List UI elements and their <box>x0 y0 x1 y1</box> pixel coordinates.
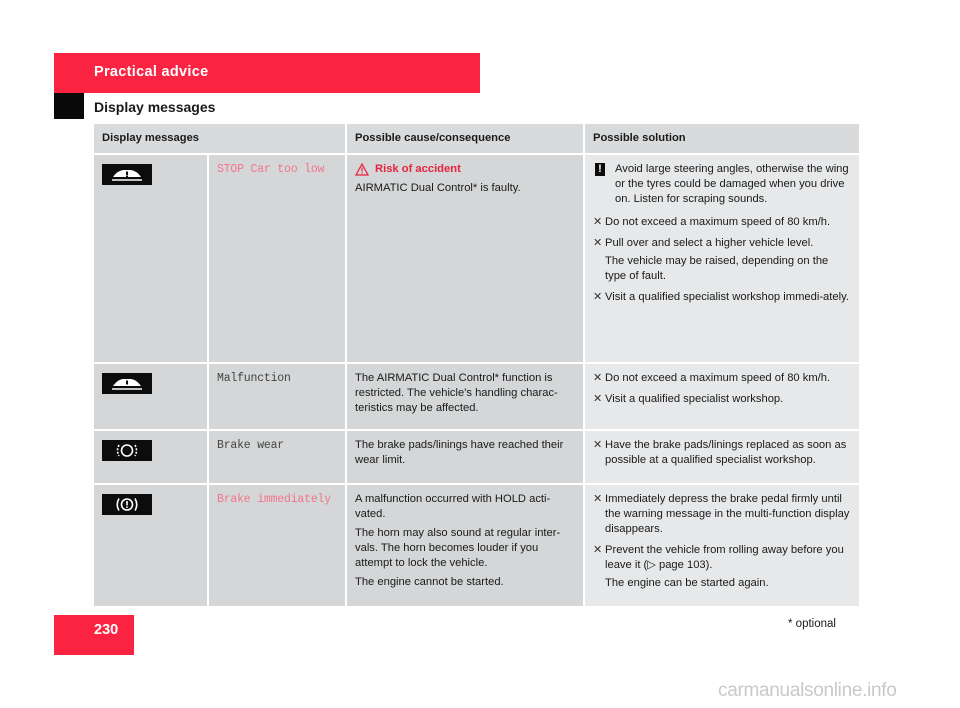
arrow-icon: ✕ <box>593 439 603 451</box>
table-row <box>94 363 859 430</box>
cause-text: AIRMATIC Dual Control* is faulty. <box>355 182 521 194</box>
page-number: 230 <box>94 622 119 638</box>
cause-text: The brake pads/linings have reached their wear limit. <box>355 439 564 466</box>
solution-cell <box>584 430 859 484</box>
warning-triangle-icon <box>355 163 369 176</box>
solution-text: Immediately depress the brake pedal firmly until the warning message in the multi-function display disappears. <box>605 493 850 535</box>
symbol-cell <box>94 154 208 363</box>
solution-text: Do not exceed a maximum speed of 80 km/h. <box>605 372 831 384</box>
display-message-text: STOP Car too low <box>217 163 325 176</box>
table-row <box>94 154 859 363</box>
solution-step <box>593 236 851 251</box>
solution-text: Visit a qualified specialist workshop immedi-ately. <box>605 291 849 303</box>
table-row <box>94 484 859 606</box>
solution-step <box>593 492 851 537</box>
solution-step <box>593 215 851 230</box>
caution-note-text: Avoid large steering angles, otherwise the wing or the tyres could be damaged when you drive on. Listen for scraping sounds. <box>615 163 849 205</box>
section-title: Practical advice <box>94 64 209 80</box>
solution-cell <box>584 363 859 430</box>
table-row <box>94 430 859 484</box>
exclamation-icon: ! <box>595 163 605 176</box>
vehicle-level-warning-icon <box>102 164 152 185</box>
solution-text: Have the brake pads/linings replaced as soon as possible at a qualified specialist workshop. <box>605 439 847 466</box>
solution-step <box>593 392 851 407</box>
display-message-text: Brake immediately <box>217 493 331 506</box>
message-cell <box>208 430 346 484</box>
cause-cell <box>346 363 584 430</box>
symbol-cell <box>94 430 208 484</box>
arrow-icon: ✕ <box>593 237 603 249</box>
brake-warning-icon <box>102 494 152 515</box>
message-cell <box>208 484 346 606</box>
cause-text: The engine cannot be started. <box>355 576 504 588</box>
cause-cell <box>346 484 584 606</box>
subsection-title: Display messages <box>94 99 216 115</box>
display-message-text: Malfunction <box>217 372 291 385</box>
symbol-cell <box>94 363 208 430</box>
column-header-cause: Possible cause/consequence <box>346 124 584 154</box>
brake-wear-icon <box>102 440 152 461</box>
solution-step <box>593 543 851 573</box>
solution-text: Pull over and select a higher vehicle level. <box>605 237 814 249</box>
risk-warning <box>355 162 575 177</box>
cause-text: A malfunction occurred with HOLD acti-vated. <box>355 493 551 520</box>
solution-step <box>593 438 851 468</box>
solution-step <box>593 290 851 305</box>
arrow-icon: ✕ <box>593 291 603 303</box>
solution-step <box>593 371 851 386</box>
cause-text: The horn may also sound at regular inter-vals. The horn becomes louder if you attempt to lock the vehicle. <box>355 527 561 569</box>
watermark: carmanualsonline.info <box>718 680 897 701</box>
display-messages-table <box>94 124 859 606</box>
arrow-icon: ✕ <box>593 393 603 405</box>
cause-text: The AIRMATIC Dual Control* function is restricted. The vehicle's handling charac-teristics may be affected. <box>355 372 558 414</box>
subsection-marker <box>54 93 84 119</box>
column-header-display-messages: Display messages <box>94 124 346 154</box>
arrow-icon: ✕ <box>593 216 603 228</box>
table-header-row <box>94 124 859 154</box>
cause-cell <box>346 430 584 484</box>
message-cell <box>208 154 346 363</box>
arrow-icon: ✕ <box>593 544 603 556</box>
display-message-text: Brake wear <box>217 439 285 452</box>
solution-text: Do not exceed a maximum speed of 80 km/h. <box>605 216 831 228</box>
solution-subnote: The engine can be started again. <box>605 577 769 589</box>
arrow-icon: ✕ <box>593 372 603 384</box>
warning-label: Risk of accident <box>375 163 461 175</box>
solution-cell <box>584 154 859 363</box>
arrow-icon: ✕ <box>593 493 603 505</box>
caution-note <box>593 162 851 207</box>
solution-text: Prevent the vehicle from rolling away before you leave it (▷ page 103). <box>605 544 844 571</box>
optional-footnote: * optional <box>788 618 836 630</box>
solution-cell <box>584 484 859 606</box>
symbol-cell <box>94 484 208 606</box>
cause-cell <box>346 154 584 363</box>
solution-text: Visit a qualified specialist workshop. <box>605 393 784 405</box>
message-cell <box>208 363 346 430</box>
column-header-solution: Possible solution <box>584 124 859 154</box>
vehicle-level-icon <box>102 373 152 394</box>
solution-subnote: The vehicle may be raised, depending on the type of fault. <box>605 255 829 282</box>
